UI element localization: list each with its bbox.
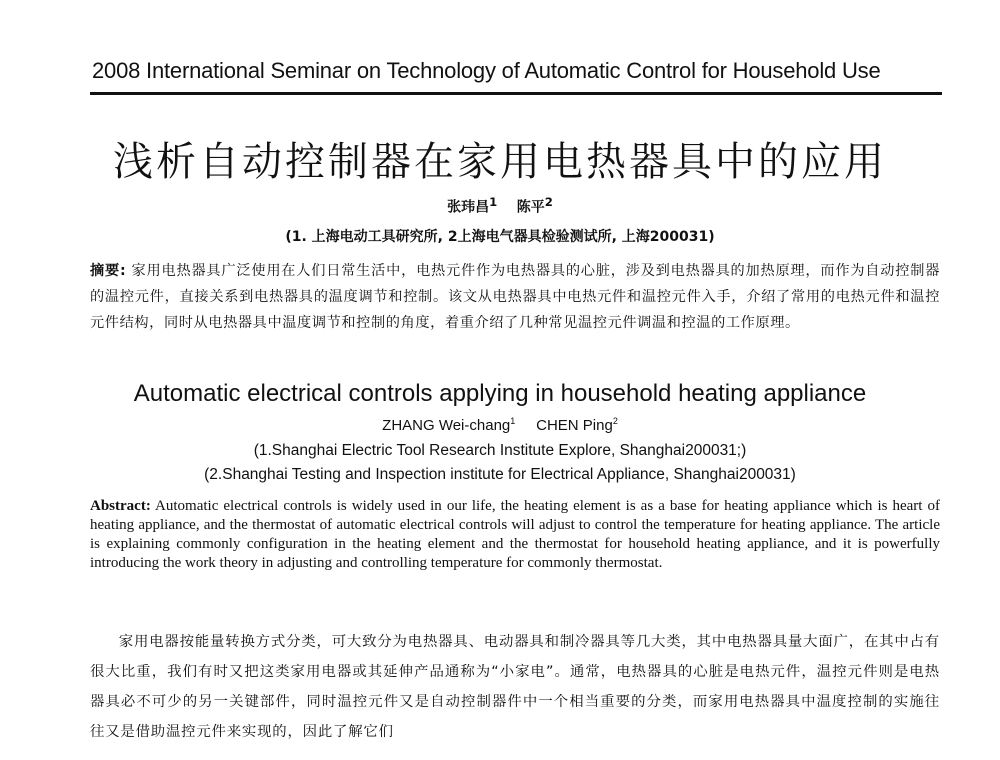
authors-english (0, 416, 1000, 434)
author-1-name-en: ZHANG Wei-chang (382, 417, 511, 434)
affiliation-english-2: (2.Shanghai Testing and Inspection institute for Electrical Appliance, Shanghai200031) (204, 466, 796, 483)
author-2-name-en: CHEN Ping (536, 417, 613, 434)
author-1-sup: 1 (489, 195, 498, 209)
author-2-name: 陈平 (516, 199, 545, 216)
abstract-english (90, 497, 940, 573)
body-paragraph: 家用电器按能量转换方式分类，可大致分为电热器具、电动器具和制冷器具等几大类，其中电热器具量大面广，在其中占有很大比重，我们有时又把这类家用电器或其延伸产品通称为“小家电”。通常，电热器具的心脏是电热元件，温控元件则是电热器具必不可少的另一关键部件，同时温控元件又是自动控制器件中一个相当重要的分类，而家用电热器具中温度控制的实施往往又是借助温控元件来实现的，因此了解它们 (90, 634, 940, 740)
authors-chinese (0, 195, 1000, 217)
paper-title-chinese: 浅析自动控制器在家用电热器具中的应用 (113, 139, 887, 185)
abstract-english-label: Abstract: (90, 498, 151, 514)
author-1-sup-en: 1 (510, 416, 516, 426)
abstract-english-text: Automatic electrical controls is widely used in our life, the heating element is as a base for heating appliance which is heart of heating appliance, and the thermostat of automatic electrical controls will adjust to control the temperature for heating appliance. The article is explaining commonly configuration in the heating element and the thermostat for household heating appliance, and it is powerfully introducing the work theory in adjusting and controlling temperature for commonly thermostat. (90, 498, 940, 571)
author-2-sup-en: 2 (612, 416, 618, 426)
paper-title-english: Automatic electrical controls applying in household heating appliance (133, 380, 867, 407)
conference-header: 2008 International Seminar on Technology of Automatic Control for Household Use (92, 58, 881, 83)
header-rule (90, 92, 942, 95)
author-2-sup: 2 (544, 195, 553, 209)
author-1-name: 张玮昌 (447, 199, 490, 216)
affiliation-english-1: (1.Shanghai Electric Tool Research Institute Explore, Shanghai200031;) (253, 442, 747, 459)
abstract-chinese (90, 258, 940, 336)
affiliation-chinese: (1. 上海电动工具研究所, 2上海电气器具检验测试所, 上海200031) (285, 229, 715, 245)
abstract-chinese-label: 摘要: (90, 263, 127, 279)
abstract-chinese-text: 家用电热器具广泛使用在人们日常生活中，电热元件作为电热器具的心脏，涉及到电热器具的加热原理，而作为自动控制器的温控元件，直接关系到电热器具的温度调节和控制。该文从电热器具中电热元件和温控元件入手，介绍了常用的电热元件和温控元件结构，同时从电热器具中温度调节和控制的角度，着重介绍了几种常见温控元件调温和控温的工作原理。 (90, 263, 940, 331)
